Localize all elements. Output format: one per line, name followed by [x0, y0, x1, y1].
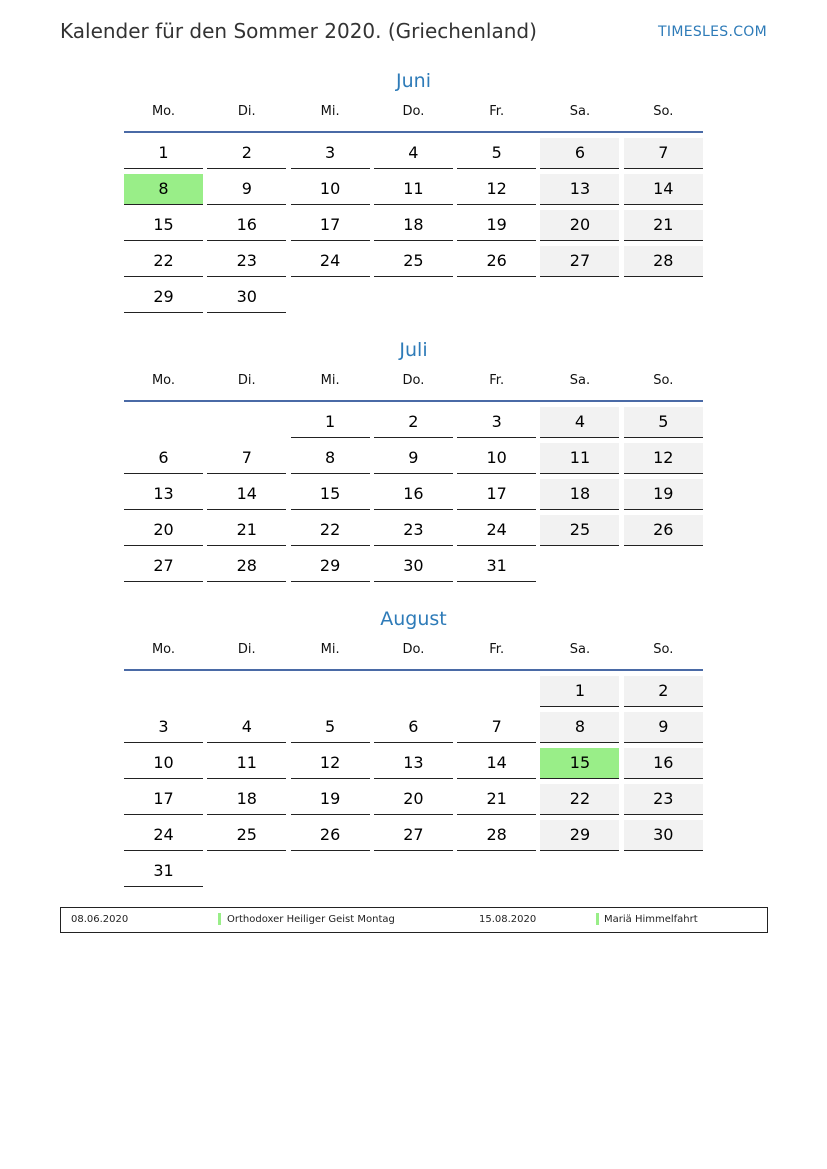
day-cell: 13 [540, 174, 619, 205]
day-cell: 21 [457, 784, 536, 815]
day-grid [124, 138, 703, 313]
day-cell: 12 [457, 174, 536, 205]
month-name: August [380, 608, 447, 630]
holiday-legend [60, 907, 768, 933]
holiday-day-cell: 15 [540, 748, 619, 779]
day-cell: 29 [124, 282, 203, 313]
weekday-label: Mi. [320, 373, 340, 388]
day-cell: 26 [624, 515, 703, 546]
day-cell: 16 [207, 210, 286, 241]
day-cell: 19 [291, 784, 370, 815]
day-cell: 21 [207, 515, 286, 546]
day-cell: 14 [207, 479, 286, 510]
legend-color-marker-2 [596, 913, 599, 925]
day-cell: 6 [374, 712, 453, 743]
day-cell: 16 [624, 748, 703, 779]
empty-cell [291, 676, 370, 707]
day-cell: 11 [374, 174, 453, 205]
empty-cell [207, 407, 286, 438]
weekday-header [124, 102, 703, 122]
day-cell: 26 [291, 820, 370, 851]
day-cell: 25 [374, 246, 453, 277]
day-cell: 4 [374, 138, 453, 169]
day-cell: 7 [207, 443, 286, 474]
day-cell: 18 [374, 210, 453, 241]
day-cell: 5 [457, 138, 536, 169]
weekday-label: Mo. [151, 373, 176, 388]
day-cell: 3 [124, 712, 203, 743]
day-cell: 2 [374, 407, 453, 438]
day-cell: 23 [624, 784, 703, 815]
day-cell: 2 [624, 676, 703, 707]
weekday-label: Sa. [569, 642, 591, 657]
empty-cell [124, 676, 203, 707]
weekday-label: Do. [402, 373, 425, 388]
day-cell: 20 [540, 210, 619, 241]
day-cell: 24 [291, 246, 370, 277]
day-cell: 17 [457, 479, 536, 510]
day-cell: 22 [540, 784, 619, 815]
day-cell: 27 [540, 246, 619, 277]
weekday-label: Mo. [151, 104, 176, 119]
day-cell: 10 [291, 174, 370, 205]
day-cell: 12 [291, 748, 370, 779]
legend-color-marker-1 [218, 913, 221, 925]
empty-cell [124, 407, 203, 438]
weekday-label: Do. [402, 642, 425, 657]
day-grid [124, 676, 703, 887]
day-cell: 27 [374, 820, 453, 851]
month-0 [124, 67, 703, 313]
weekday-label: Sa. [569, 104, 591, 119]
day-cell: 28 [207, 551, 286, 582]
day-cell: 7 [457, 712, 536, 743]
day-cell: 12 [624, 443, 703, 474]
day-cell: 7 [624, 138, 703, 169]
day-cell: 20 [374, 784, 453, 815]
day-cell: 26 [457, 246, 536, 277]
day-cell: 23 [374, 515, 453, 546]
month-name: Juli [399, 339, 428, 361]
day-cell: 9 [207, 174, 286, 205]
day-cell: 22 [124, 246, 203, 277]
day-cell: 14 [624, 174, 703, 205]
day-cell: 25 [207, 820, 286, 851]
day-cell: 10 [457, 443, 536, 474]
weekday-label: Do. [402, 104, 425, 119]
header-divider [124, 669, 703, 671]
day-grid [124, 407, 703, 582]
weekday-label: So. [653, 373, 674, 388]
day-cell: 18 [540, 479, 619, 510]
day-cell: 6 [124, 443, 203, 474]
month-2 [124, 605, 703, 887]
weekday-header [124, 640, 703, 660]
weekday-label: Fr. [489, 642, 505, 657]
day-cell: 30 [624, 820, 703, 851]
legend-date-2: 15.08.2020 [479, 914, 537, 925]
month-name: Juni [396, 70, 431, 92]
day-cell: 17 [291, 210, 370, 241]
day-cell: 3 [457, 407, 536, 438]
day-cell: 14 [457, 748, 536, 779]
day-cell: 24 [457, 515, 536, 546]
day-cell: 15 [291, 479, 370, 510]
weekday-label: Mo. [151, 642, 176, 657]
day-cell: 2 [207, 138, 286, 169]
weekday-label: Di. [237, 373, 256, 388]
weekday-label: Mi. [320, 642, 340, 657]
day-cell: 31 [457, 551, 536, 582]
day-cell: 1 [540, 676, 619, 707]
legend-date-1: 08.06.2020 [71, 914, 129, 925]
day-cell: 28 [624, 246, 703, 277]
weekday-label: Di. [237, 104, 256, 119]
day-cell: 9 [624, 712, 703, 743]
day-cell: 4 [207, 712, 286, 743]
weekday-header [124, 371, 703, 391]
day-cell: 22 [291, 515, 370, 546]
weekday-label: Fr. [489, 104, 505, 119]
day-cell: 19 [457, 210, 536, 241]
weekday-label: So. [653, 642, 674, 657]
day-cell: 17 [124, 784, 203, 815]
day-cell: 28 [457, 820, 536, 851]
day-cell: 11 [540, 443, 619, 474]
weekday-label: Mi. [320, 104, 340, 119]
day-cell: 8 [291, 443, 370, 474]
day-cell: 10 [124, 748, 203, 779]
day-cell: 20 [124, 515, 203, 546]
day-cell: 30 [207, 282, 286, 313]
day-cell: 1 [291, 407, 370, 438]
day-cell: 18 [207, 784, 286, 815]
day-cell: 8 [540, 712, 619, 743]
brand-logo-text[interactable]: TIMESLES.COM [658, 24, 767, 40]
header-divider [124, 400, 703, 402]
empty-cell [207, 676, 286, 707]
day-cell: 27 [124, 551, 203, 582]
day-cell: 5 [624, 407, 703, 438]
day-cell: 31 [124, 856, 203, 887]
day-cell: 13 [124, 479, 203, 510]
weekday-label: Fr. [489, 373, 505, 388]
day-cell: 9 [374, 443, 453, 474]
day-cell: 13 [374, 748, 453, 779]
day-cell: 15 [124, 210, 203, 241]
day-cell: 29 [291, 551, 370, 582]
day-cell: 1 [124, 138, 203, 169]
day-cell: 4 [540, 407, 619, 438]
day-cell: 29 [540, 820, 619, 851]
day-cell: 24 [124, 820, 203, 851]
day-cell: 21 [624, 210, 703, 241]
weekday-label: So. [653, 104, 674, 119]
weekday-label: Di. [237, 642, 256, 657]
day-cell: 5 [291, 712, 370, 743]
day-cell: 3 [291, 138, 370, 169]
header-divider [124, 131, 703, 133]
day-cell: 6 [540, 138, 619, 169]
legend-name-2: Mariä Himmelfahrt [604, 914, 698, 925]
month-1 [124, 336, 703, 582]
page-title: Kalender für den Sommer 2020. (Griechenland) [60, 19, 537, 43]
legend-name-1: Orthodoxer Heiliger Geist Montag [227, 914, 395, 925]
holiday-day-cell: 8 [124, 174, 203, 205]
empty-cell [374, 676, 453, 707]
day-cell: 11 [207, 748, 286, 779]
day-cell: 19 [624, 479, 703, 510]
day-cell: 16 [374, 479, 453, 510]
day-cell: 23 [207, 246, 286, 277]
day-cell: 25 [540, 515, 619, 546]
weekday-label: Sa. [569, 373, 591, 388]
empty-cell [457, 676, 536, 707]
day-cell: 30 [374, 551, 453, 582]
